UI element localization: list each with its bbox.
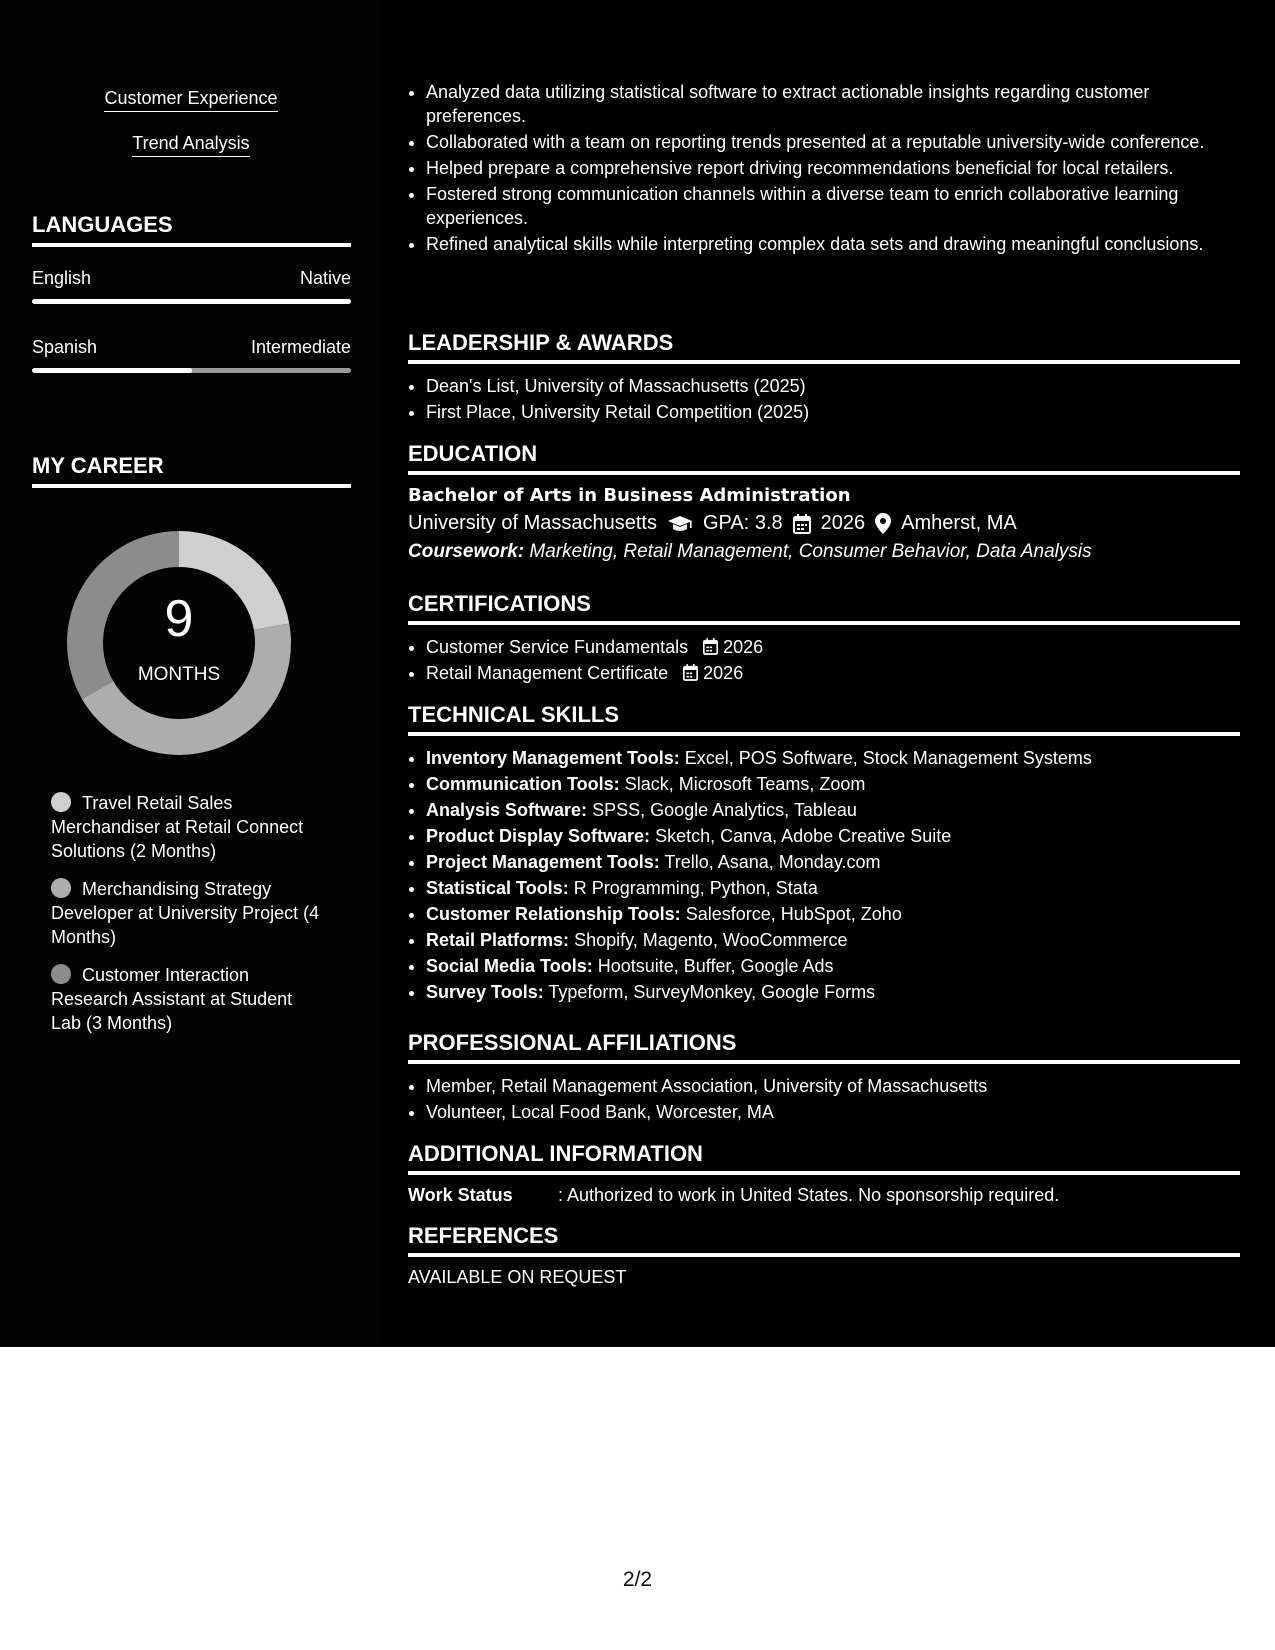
leadership-section <box>408 330 1240 426</box>
section-heading: ADDITIONAL INFORMATION <box>408 1141 1240 1175</box>
degree-title: Bachelor of Arts in Business Administration <box>408 485 851 506</box>
career-item: Travel Retail Sales Merchandiser at Retail Connect Solutions (2 Months) <box>51 793 304 861</box>
skill-tag: Trend Analysis <box>0 133 382 157</box>
affiliations-section <box>408 1030 1240 1126</box>
graduation-cap-icon <box>667 515 693 533</box>
skill-item: • Product Display Software: Sketch, Canva, Adobe Creative Suite <box>426 824 1240 848</box>
section-heading: REFERENCES <box>408 1223 1240 1257</box>
certification-name: Customer Service Fundamentals <box>426 637 689 657</box>
work-status <box>408 1185 1240 1206</box>
skill-tag: Customer Experience <box>0 88 382 112</box>
school-location: Amherst, MA <box>901 512 1017 534</box>
calendar-icon <box>703 638 718 655</box>
education-details <box>408 512 1240 535</box>
languages-heading: LANGUAGES <box>32 212 351 247</box>
language-proficiency-bar <box>32 299 351 304</box>
section-heading: PROFESSIONAL AFFILIATIONS <box>408 1030 1240 1064</box>
skill-item: • Communication Tools: Slack, Microsoft Teams, Zoom <box>426 772 1240 796</box>
career-heading: MY CAREER <box>32 453 351 488</box>
language-row <box>32 268 351 289</box>
bullet-item: • Refined analytical skills while interpreting complex data sets and drawing meaningful conclusions. <box>426 232 1240 256</box>
technical-skills-section <box>408 702 1240 1006</box>
career-donut-center <box>67 531 291 755</box>
additional-info-section <box>408 1141 1240 1206</box>
bullet-item: • Volunteer, Local Food Bank, Worcester, MA <box>426 1100 1240 1124</box>
certifications-section <box>408 591 1240 687</box>
work-status-value: : Authorized to work in United States. No sponsorship required. <box>558 1185 1060 1205</box>
certification-year: 2026 <box>703 663 744 683</box>
bullet-item: • Helped prepare a comprehensive report driving recommendations beneficial for local retailers. <box>426 156 1240 180</box>
language-level: Native <box>299 268 351 288</box>
coursework-list: Marketing, Retail Management, Consumer Behavior, Data Analysis <box>529 541 1092 562</box>
language-proficiency-fill <box>32 299 351 304</box>
bullet-item: • Collaborated with a team on reporting trends presented at a reputable university-wide conference. <box>426 130 1240 154</box>
bullet-item: • Fostered strong communication channels within a diverse team to enrich collaborative learning experiences. <box>426 182 1240 230</box>
language-proficiency-fill <box>32 368 192 373</box>
bullet-item: • First Place, University Retail Competition (2025) <box>426 400 1240 424</box>
certification-year: 2026 <box>723 637 764 657</box>
skill-item: • Retail Platforms: Shopify, Magento, WooCommerce <box>426 928 1240 952</box>
language-level: Intermediate <box>250 337 351 357</box>
career-legend-dot <box>51 878 71 898</box>
skill-item: • Statistical Tools: R Programming, Python, Stata <box>426 876 1240 900</box>
skill-item: • Analysis Software: SPSS, Google Analytics, Tableau <box>426 798 1240 822</box>
career-legend-dot <box>51 792 71 812</box>
certification-item <box>426 635 1240 659</box>
bullet-item: • Member, Retail Management Association, University of Massachusetts <box>426 1074 1240 1098</box>
career-total-unit: MONTHS <box>137 664 221 685</box>
language-proficiency-bar <box>32 368 351 373</box>
section-heading: TECHNICAL SKILLS <box>408 702 1240 736</box>
work-status-label: Work Status <box>408 1185 513 1205</box>
section-heading: EDUCATION <box>408 441 1240 475</box>
coursework <box>408 541 1240 563</box>
calendar-icon <box>683 664 698 681</box>
language-row <box>32 337 351 358</box>
language-name: Spanish <box>32 337 98 357</box>
calendar-icon <box>793 514 811 534</box>
coursework-label: Coursework: <box>408 541 525 562</box>
references-text: AVAILABLE ON REQUEST <box>408 1267 627 1287</box>
skill-item: • Project Management Tools: Trello, Asana, Monday.com <box>426 850 1240 874</box>
section-heading: CERTIFICATIONS <box>408 591 1240 625</box>
graduation-year: 2026 <box>820 512 866 534</box>
certification-item <box>426 661 1240 685</box>
career-item: Merchandising Strategy Developer at University Project (4 Months) <box>51 879 320 947</box>
career-item: Customer Interaction Research Assistant at Student Lab (3 Months) <box>51 965 293 1033</box>
experience-bullets <box>408 80 1240 258</box>
school-name: University of Massachusetts <box>408 512 657 534</box>
page-number: 2/2 <box>622 1568 653 1591</box>
sidebar <box>0 0 380 1347</box>
skill-item: • Inventory Management Tools: Excel, POS Software, Stock Management Systems <box>426 746 1240 770</box>
references-section <box>408 1223 1240 1288</box>
bullet-item: • Dean's List, University of Massachusetts (2025) <box>426 374 1240 398</box>
career-total-months: 9 <box>164 590 194 648</box>
skill-item: • Social Media Tools: Hootsuite, Buffer, Google Ads <box>426 954 1240 978</box>
bullet-item: • Analyzed data utilizing statistical software to extract actionable insights regarding customer preferences. <box>426 80 1240 128</box>
section-heading: LEADERSHIP & AWARDS <box>408 330 1240 364</box>
gpa: GPA: 3.8 <box>702 512 783 534</box>
education-section <box>408 441 1240 563</box>
location-pin-icon <box>875 513 891 534</box>
certification-name: Retail Management Certificate <box>426 663 669 683</box>
skill-item: • Survey Tools: Typeform, SurveyMonkey, Google Forms <box>426 980 1240 1004</box>
language-name: English <box>32 268 92 288</box>
career-legend-dot <box>51 964 71 984</box>
skill-item: • Customer Relationship Tools: Salesforce, HubSpot, Zoho <box>426 902 1240 926</box>
